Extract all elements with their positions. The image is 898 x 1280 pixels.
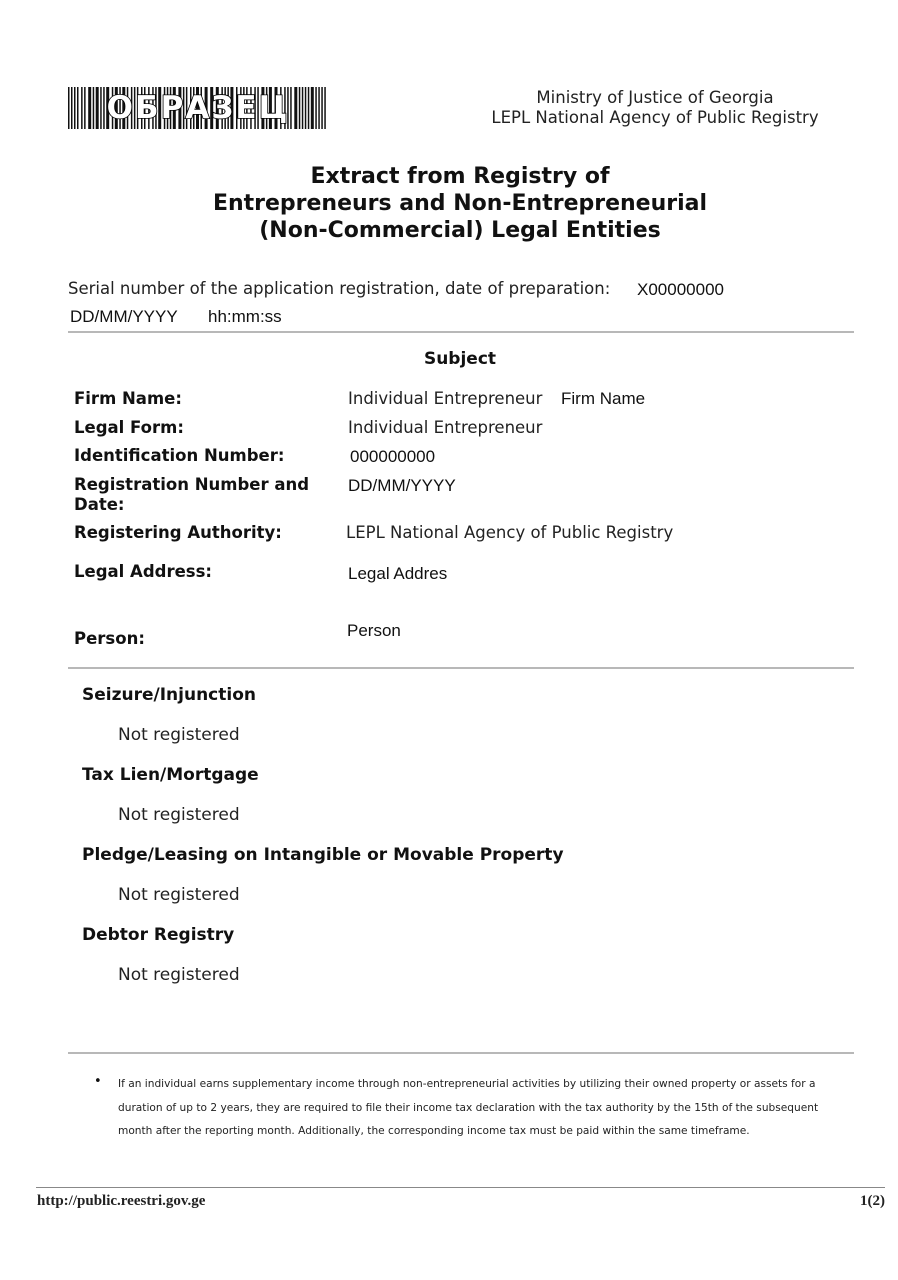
firm-name-value: Individual Entrepreneur xyxy=(348,389,543,408)
registering-authority-value: LEPL National Agency of Public Registry xyxy=(346,523,674,542)
page-number: 1(2) xyxy=(860,1193,885,1209)
document-title-line-2: Entrepreneurs and Non-Entrepreneurial xyxy=(212,191,708,216)
legal-address-value: Legal Addres xyxy=(348,564,448,583)
note-bullet: • xyxy=(94,1074,102,1089)
footer-url-link[interactable]: http://public.reestri.gov.ge xyxy=(37,1193,206,1209)
identification-number-label: Identification Number: xyxy=(74,446,285,465)
serial-label: Serial number of the application registration, date of preparation: xyxy=(68,279,611,298)
tax-lien-value: Not registered xyxy=(118,805,240,825)
header-ministry: Ministry of Justice of Georgia xyxy=(536,88,774,107)
debtor-registry-value: Not registered xyxy=(118,965,240,985)
legal-form-label: Legal Form: xyxy=(74,418,184,437)
divider xyxy=(68,667,854,669)
header-agency: LEPL National Agency of Public Registry xyxy=(491,108,819,127)
seizure-injunction-title: Seizure/Injunction xyxy=(82,685,256,705)
divider xyxy=(68,331,854,333)
person-value: Person xyxy=(347,621,401,640)
pledge-leasing-title: Pledge/Leasing on Intangible or Movable Property xyxy=(82,845,564,865)
identification-number-value: 000000000 xyxy=(350,447,436,466)
seizure-injunction-value: Not registered xyxy=(118,725,240,745)
document-title-line-3: (Non-Commercial) Legal Entities xyxy=(259,218,661,243)
income-tax-note: If an individual earns supplementary income through non-entrepreneurial activities by utilizing their owned property or assets for a duration of up to 2 years, they are required to file their income tax declaration with the tax authority by the 15th of the subsequent month after the reporting month. Additionally, the corresponding income tax must be paid within the same timeframe. xyxy=(118,1078,819,1137)
serial-date: DD/MM/YYYY xyxy=(70,307,178,326)
firm-name-extra: Firm Name xyxy=(561,389,646,408)
firm-name-label: Firm Name: xyxy=(74,389,182,408)
debtor-registry-title: Debtor Registry xyxy=(82,925,235,945)
registration-date-value: DD/MM/YYYY xyxy=(348,476,456,495)
barcode-overlay-text: ОБРАЗЕЦ xyxy=(106,90,290,126)
pledge-leasing-value: Not registered xyxy=(118,885,240,905)
serial-time: hh:mm:ss xyxy=(208,307,282,326)
registering-authority-label: Registering Authority: xyxy=(74,523,282,542)
divider xyxy=(68,1052,854,1054)
serial-number: X00000000 xyxy=(637,280,724,299)
legal-address-label: Legal Address: xyxy=(74,562,213,581)
document-title-line-1: Extract from Registry of xyxy=(310,164,610,189)
registration-number-label: Registration Number and Date: xyxy=(74,475,310,514)
barcode xyxy=(68,87,328,129)
tax-lien-title: Tax Lien/Mortgage xyxy=(82,765,259,785)
legal-form-value: Individual Entrepreneur xyxy=(348,418,543,437)
person-label: Person: xyxy=(74,629,145,648)
subject-heading: Subject xyxy=(423,349,497,369)
footer-divider xyxy=(36,1187,885,1188)
